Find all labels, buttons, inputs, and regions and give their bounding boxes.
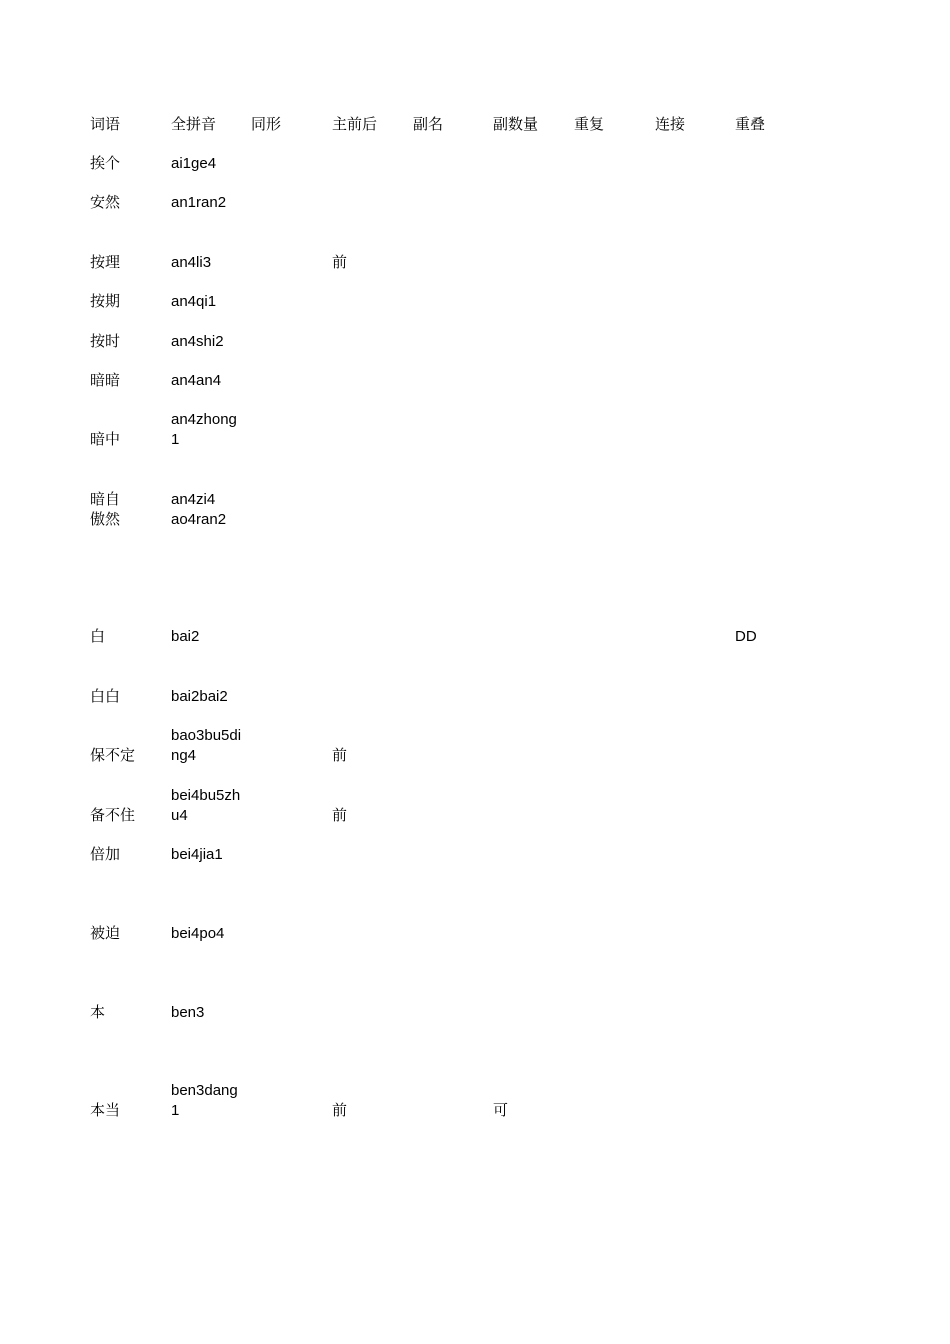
word-cell: 本 <box>90 1004 106 1021</box>
header-fushuliang: 副数量 <box>493 116 539 133</box>
word-cell: 按时 <box>90 333 121 350</box>
pinyin-cell: bao3bu5di ng4 <box>171 727 242 764</box>
pinyin-cell: an4zi4 ao4ran2 <box>171 491 227 528</box>
word-cell: 按期 <box>90 293 121 310</box>
header-fuming: 副名 <box>413 116 444 133</box>
header-word: 词语 <box>90 116 121 133</box>
header-pinyin: 全拼音 <box>171 116 217 133</box>
header-lianjie: 连接 <box>655 116 686 133</box>
pinyin-cell: bai2bai2 <box>171 688 228 705</box>
pinyin-cell: an4qi1 <box>171 293 217 310</box>
chongdie-cell: DD <box>735 628 757 645</box>
word-cell: 备不住 <box>90 807 136 824</box>
header-tongxing: 同形 <box>251 116 282 133</box>
pinyin-cell: an4li3 <box>171 254 212 271</box>
header-chongdie: 重叠 <box>735 116 766 133</box>
word-cell: 暗暗 <box>90 372 121 389</box>
pinyin-cell: ben3dang 1 <box>171 1082 238 1119</box>
pinyin-cell: bai2 <box>171 628 200 645</box>
pinyin-cell: bei4bu5zh u4 <box>171 787 241 824</box>
pinyin-cell: an4zhong 1 <box>171 411 237 448</box>
word-cell: 保不定 <box>90 747 136 764</box>
zhuqianhou-cell: 前 <box>332 1102 348 1119</box>
word-cell: 本当 <box>90 1102 121 1119</box>
header-chongfu: 重复 <box>574 116 605 133</box>
zhuqianhou-cell: 前 <box>332 807 348 824</box>
pinyin-cell: bei4jia1 <box>171 846 223 863</box>
pinyin-cell: an4an4 <box>171 372 222 389</box>
header-zhuqianhou: 主前后 <box>332 116 378 133</box>
pinyin-cell: ben3 <box>171 1004 205 1021</box>
zhuqianhou-cell: 前 <box>332 747 348 764</box>
pinyin-cell: an1ran2 <box>171 194 227 211</box>
zhuqianhou-cell: 前 <box>332 254 348 271</box>
word-cell: 挨个 <box>90 155 121 172</box>
word-cell: 白 <box>90 628 106 645</box>
word-cell: 被迫 <box>90 925 121 942</box>
word-cell: 倍加 <box>90 846 121 863</box>
word-cell: 按理 <box>90 254 121 271</box>
fushuliang-cell: 可 <box>493 1102 509 1119</box>
pinyin-cell: an4shi2 <box>171 333 224 350</box>
pinyin-cell: ai1ge4 <box>171 155 217 172</box>
pinyin-cell: bei4po4 <box>171 925 225 942</box>
word-cell: 白白 <box>90 688 121 705</box>
word-cell: 暗自 傲然 <box>90 491 121 528</box>
word-cell: 暗中 <box>90 431 121 448</box>
word-cell: 安然 <box>90 194 121 211</box>
